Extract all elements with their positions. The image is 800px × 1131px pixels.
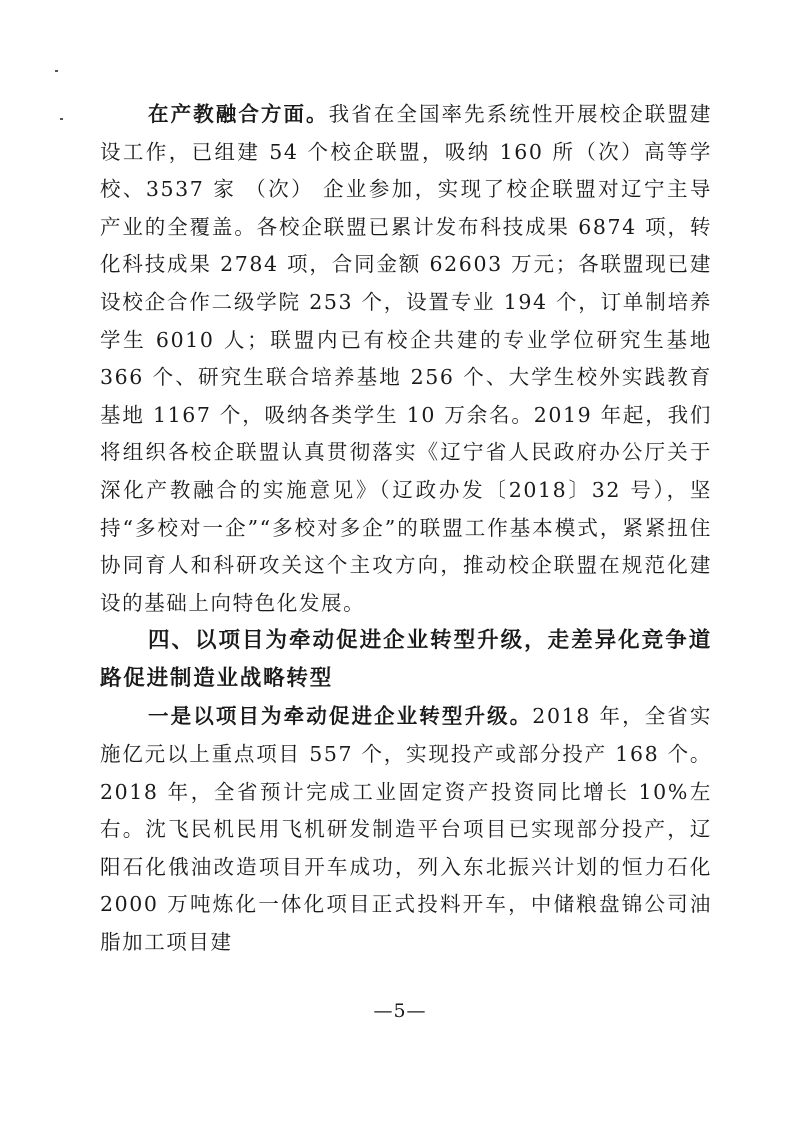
- document-body: [100, 96, 712, 961]
- scan-speck-top: [55, 70, 58, 72]
- scan-speck-lower: [60, 118, 63, 120]
- paragraph-lead: 一是以项目为牵动促进企业转型升级。: [148, 704, 533, 729]
- paragraph-text: 2018 年，全省实施亿元以上重点项目 557 个，实现投产或部分投产 168 个。2018 年，全省预计完成工业固定资产投资同比增长 10%左右。沈飞民机民用飞机研发制造平台项目已实现部分投产，辽阳石化俄油改造项目开车成功，列入东北振兴计划的恒力石化 2000 万吨炼化一体化项目正式投料开车，中储粮盘锦公司油脂加工项目建: [100, 704, 713, 954]
- paragraph-industry-education-integration: [100, 96, 712, 622]
- paragraph-lead: 在产教融合方面。: [148, 102, 329, 126]
- paragraph-project-driven-upgrade: [100, 698, 712, 961]
- page-number: —5—: [373, 1000, 427, 1022]
- section-heading: 四、以项目为牵动促进企业转型升级，走差异化竞争道路促进制造业战略转型: [100, 628, 712, 692]
- paragraph-text: 我省在全国率先系统性开展校企联盟建设工作，已组建 54 个校企联盟，吸纳 160 所（次）高等学校、3537 家 （次） 企业参加，实现了校企联盟对辽宁主导产业的全覆盖。各校企联盟已累计发布科技成果 6874 项，转化科技成果 2784 项，合同金额 62603 万元；各联盟现已建设校企合作二级学院 253 个，设置专业 194 个，订单制培养学生 6010 人；联盟内已有校企共建的专业学位研究生基地 366 个、研究生联合培养基地 256 个、大学生校外实践教育基地 1167 个，吸纳各类学生 10 万余名。2019 年起，我们将组织各校企联盟认真贯彻落实《辽宁省人民政府办公厅关于深化产教融合的实施意见》（辽政办发〔2018〕32 号），坚持“多校对一企”“多校对多企”的联盟工作基本模式，紧紧扭住协同育人和科研攻关这个主攻方向，推动校企联盟在规范化建设的基础上向特色化发展。: [100, 102, 712, 615]
